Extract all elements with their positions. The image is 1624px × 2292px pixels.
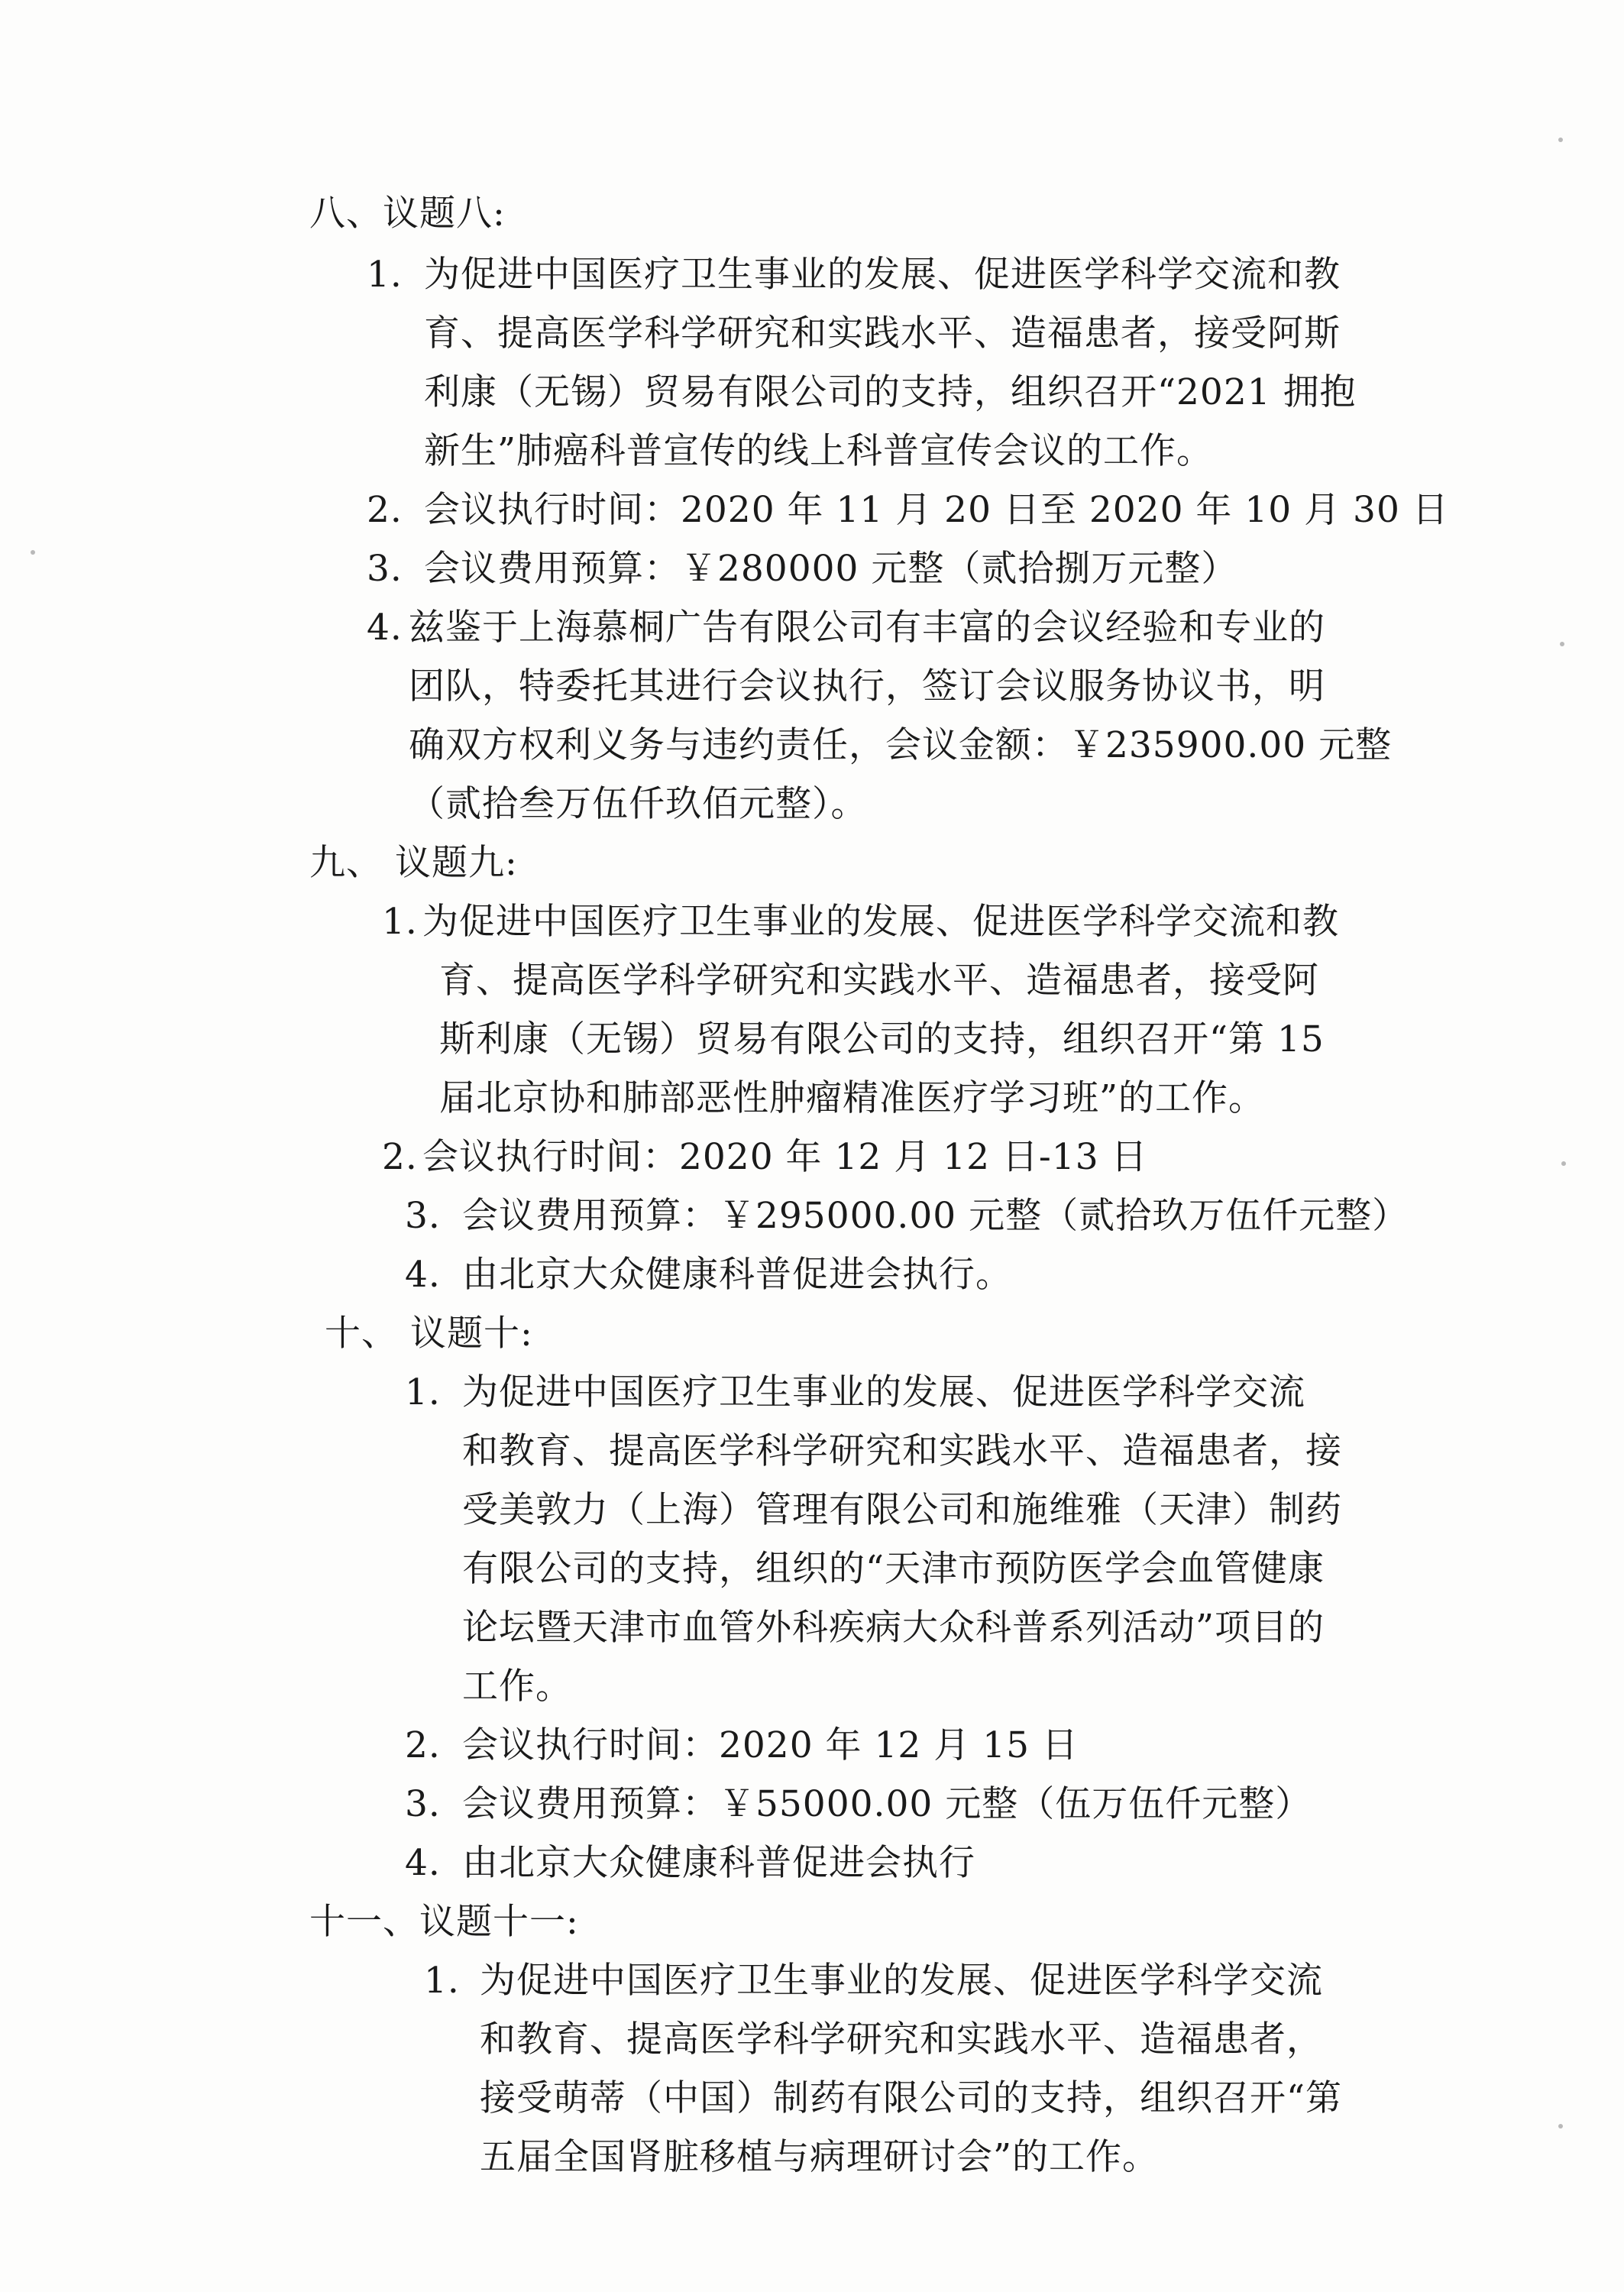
section-heading: 八、议题八:	[309, 193, 506, 235]
item-text-line: 育、提高医学科学研究和实践水平、造福患者，接受阿斯	[424, 312, 1341, 354]
item-text-line: 为促进中国医疗卫生事业的发展、促进医学科学交流和教	[424, 254, 1341, 296]
item-text-line: 为促进中国医疗卫生事业的发展、促进医学科学交流和教	[422, 901, 1339, 943]
item-text-line: 有限公司的支持，组织的“天津市预防医学会血管健康	[462, 1548, 1325, 1590]
item-text-line: 届北京协和肺部恶性肿瘤精准医疗学习班”的工作。	[439, 1077, 1266, 1119]
item-number: 4.	[405, 1842, 441, 1884]
item-number: 3.	[405, 1195, 441, 1237]
section-heading: 十一、议题十一:	[309, 1901, 579, 1943]
scan-speck	[1558, 2124, 1563, 2129]
item-number: 1.	[405, 1371, 441, 1413]
item-text-line: 工作。	[462, 1666, 572, 1708]
item-number: 2.	[367, 489, 403, 531]
item-number: 4.	[405, 1254, 441, 1296]
item-text-line: 新生”肺癌科普宣传的线上科普宣传会议的工作。	[424, 430, 1214, 472]
item-text-line: 育、提高医学科学研究和实践水平、造福患者，接受阿	[439, 960, 1319, 1002]
item-text-line: 兹鉴于上海慕桐广告有限公司有丰富的会议经验和专业的	[409, 607, 1325, 649]
item-text-line: 和教育、提高医学科学研究和实践水平、造福患者，	[480, 2018, 1323, 2061]
item-text-line: （贰拾叁万伍仟玖佰元整）。	[409, 783, 868, 825]
meeting-budget-line: 会议费用预算：￥55000.00 元整（伍万伍仟元整）	[462, 1783, 1312, 1825]
item-number: 3.	[367, 548, 403, 590]
section-heading: 十、 议题十:	[325, 1313, 533, 1355]
item-text-line: 确双方权利义务与违约责任，会议金额：￥235900.00 元整	[409, 724, 1393, 766]
item-text-line: 受美敦力（上海）管理有限公司和施维雅（天津）制药	[462, 1489, 1342, 1531]
meeting-time-line: 会议执行时间：2020 年 12 月 15 日	[462, 1724, 1079, 1766]
item-number: 4.	[367, 607, 403, 649]
item-text-line: 斯利康（无锡）贸易有限公司的支持，组织召开“第 15	[439, 1018, 1325, 1060]
item-text-line: 由北京大众健康科普促进会执行。	[462, 1254, 1012, 1296]
item-text-line: 团队，特委托其进行会议执行，签订会议服务协议书，明	[409, 665, 1325, 707]
item-text-line: 利康（无锡）贸易有限公司的支持，组织召开“2021 拥抱	[424, 371, 1357, 413]
meeting-budget-line: 会议费用预算：￥295000.00 元整（贰拾玖万伍仟元整）	[462, 1195, 1409, 1237]
item-number: 3.	[405, 1783, 441, 1825]
scan-speck	[1561, 1161, 1566, 1166]
section-heading: 九、 议题九:	[309, 842, 518, 884]
scan-speck	[31, 550, 35, 555]
item-number: 1.	[367, 254, 403, 296]
item-text-line: 五届全国肾脏移植与病理研讨会”的工作。	[480, 2136, 1160, 2178]
meeting-budget-line: 会议费用预算：￥280000 元整（贰拾捌万元整）	[424, 548, 1238, 590]
item-text-line: 由北京大众健康科普促进会执行	[462, 1842, 975, 1884]
item-text-line: 论坛暨天津市血管外科疾病大众科普系列活动”项目的	[462, 1607, 1325, 1649]
item-text-line: 为促进中国医疗卫生事业的发展、促进医学科学交流	[480, 1960, 1323, 2002]
item-text-line: 和教育、提高医学科学研究和实践水平、造福患者，接	[462, 1430, 1342, 1472]
item-number: 1.	[424, 1960, 460, 2002]
scan-speck	[1560, 642, 1564, 646]
item-number: 2.	[382, 1136, 418, 1178]
meeting-time-line: 会议执行时间：2020 年 11 月 20 日至 2020 年 10 月 30 日	[424, 489, 1449, 531]
item-text-line: 接受萌蒂（中国）制药有限公司的支持，组织召开“第	[480, 2077, 1343, 2119]
item-number: 1.	[382, 901, 418, 943]
item-number: 2.	[405, 1724, 441, 1766]
meeting-time-line: 会议执行时间：2020 年 12 月 12 日-13 日	[422, 1136, 1148, 1178]
item-text-line: 为促进中国医疗卫生事业的发展、促进医学科学交流	[462, 1371, 1305, 1413]
scan-speck	[1558, 138, 1563, 142]
